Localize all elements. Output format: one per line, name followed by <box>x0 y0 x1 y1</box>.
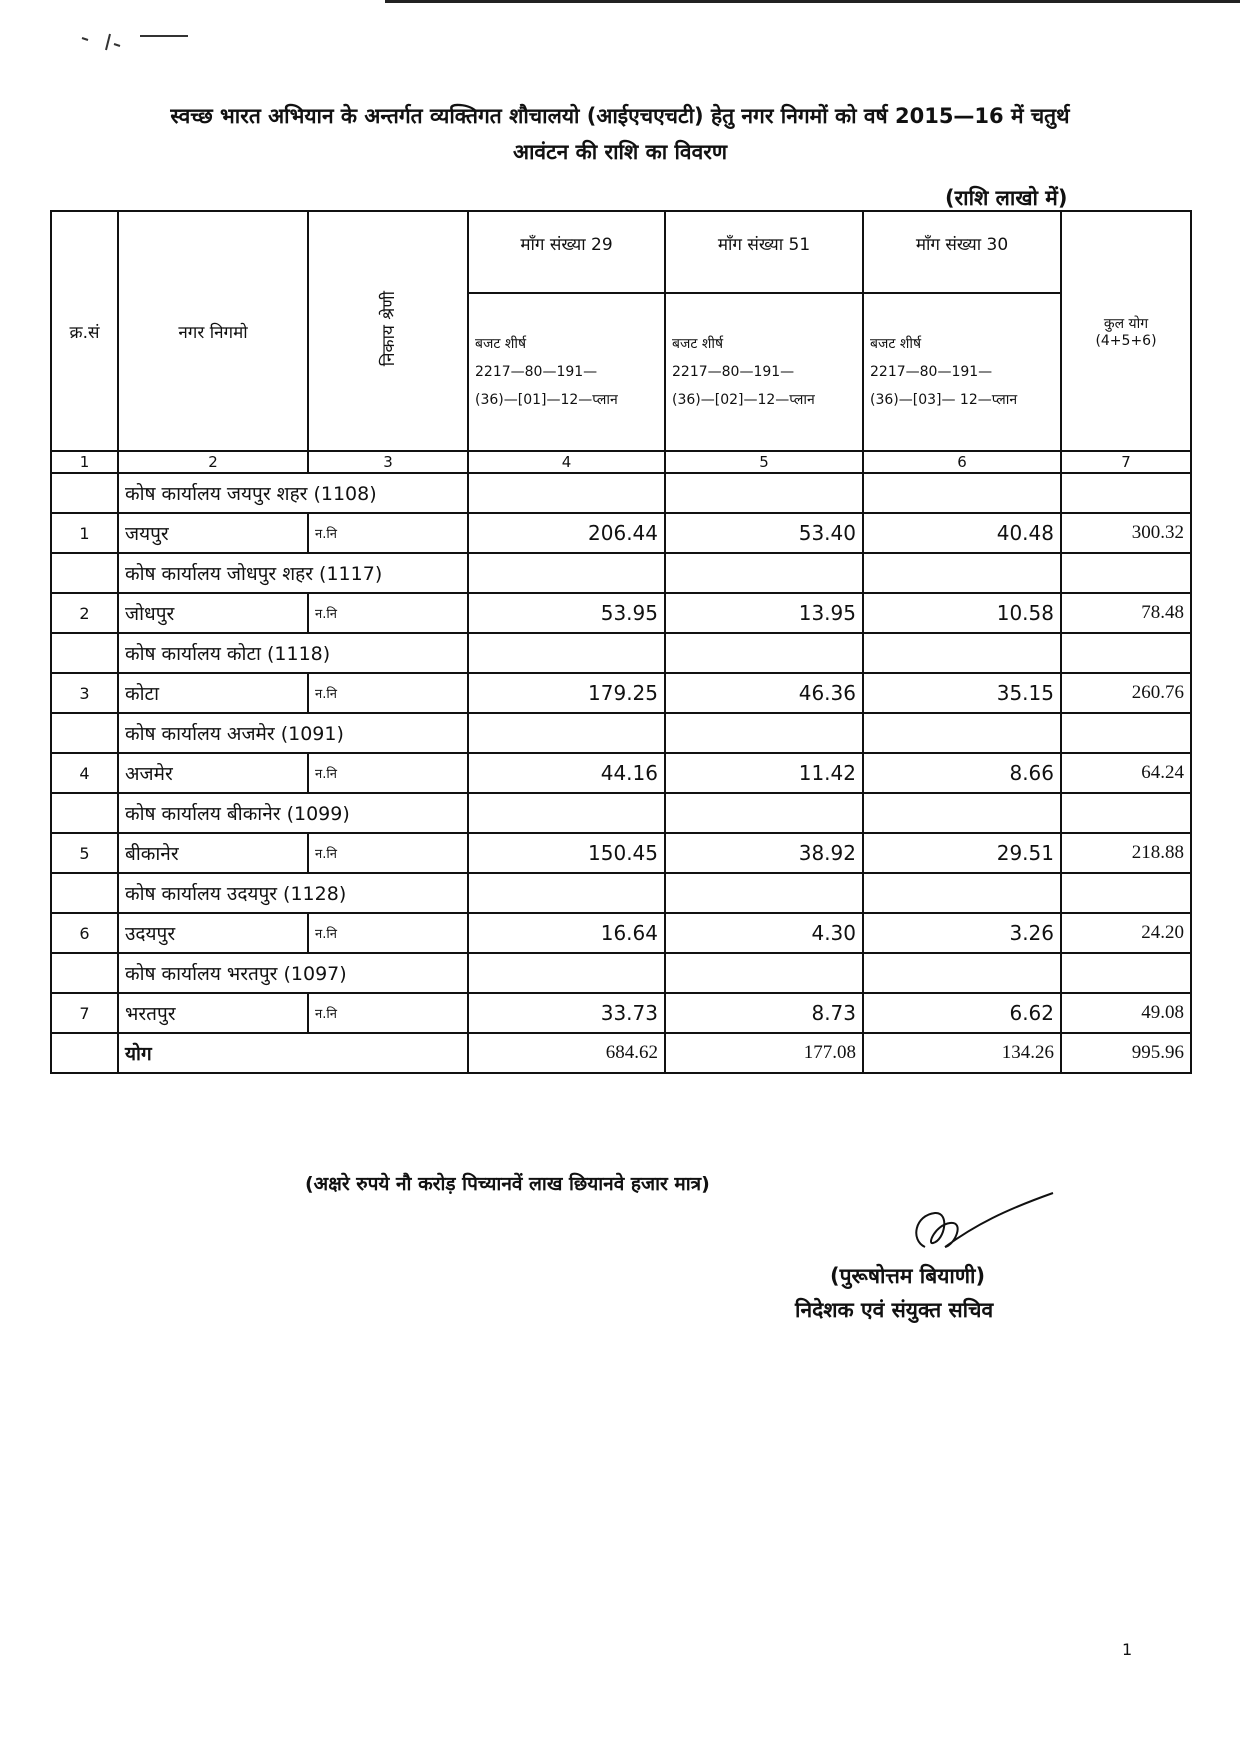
empty-cell <box>1061 553 1191 593</box>
empty-cell <box>1061 873 1191 913</box>
budget-code: 2217—80—191— <box>870 364 993 380</box>
scan-border-line <box>385 0 1240 3</box>
empty-cell <box>1061 473 1191 513</box>
column-number: 7 <box>1061 451 1191 473</box>
table-row <box>51 833 1191 873</box>
title-line-2: आवंटन की राशि का विवरण <box>512 140 728 164</box>
corporation-name: अजमेर <box>118 753 308 793</box>
corporation-name: कोटा <box>118 673 308 713</box>
corporation-name: बीकानेर <box>118 833 308 873</box>
demand-30-amount: 35.15 <box>863 673 1061 713</box>
demand-30-amount: 8.66 <box>863 753 1061 793</box>
treasury-office-label: कोष कार्यालय बीकानेर (1099) <box>118 793 468 833</box>
table-row <box>51 913 1191 953</box>
office-row <box>51 633 1191 673</box>
empty-cell <box>665 473 863 513</box>
title-line-1: स्वच्छ भारत अभियान के अन्तर्गत व्यक्तिगत शौचालयो (आईएचएचटी) हेतु नगर निगमों को वर्ष 2015—16 में चतुर्थ <box>170 104 1070 128</box>
office-row <box>51 873 1191 913</box>
header-row-1 <box>51 211 1191 293</box>
column-number-row <box>51 451 1191 473</box>
corporation-name: उदयपुर <box>118 913 308 953</box>
empty-cell <box>468 473 665 513</box>
treasury-office-label: कोष कार्यालय उदयपुर (1128) <box>118 873 468 913</box>
treasury-office-label: कोष कार्यालय जयपुर शहर (1108) <box>118 473 468 513</box>
demand-30-amount: 10.58 <box>863 593 1061 633</box>
scan-speck-mark <box>80 32 190 54</box>
empty-cell <box>665 953 863 993</box>
column-number: 1 <box>51 451 118 473</box>
empty-cell <box>468 873 665 913</box>
treasury-office-label: कोष कार्यालय कोटा (1118) <box>118 633 468 673</box>
signer-title: निदेशक एवं संयुक्त सचिव <box>795 1298 994 1322</box>
serial-number: 4 <box>51 753 118 793</box>
budget-sub: (36)—[01]—12—प्लान <box>475 392 618 408</box>
empty-cell <box>863 953 1061 993</box>
total-amount: 49.08 <box>1061 993 1191 1033</box>
sno-cell-empty <box>51 633 118 673</box>
serial-number: 2 <box>51 593 118 633</box>
empty-cell <box>468 553 665 593</box>
column-number: 5 <box>665 451 863 473</box>
demand-51-amount: 53.40 <box>665 513 863 553</box>
empty-cell <box>863 713 1061 753</box>
body-category: न.नि <box>308 833 468 873</box>
demand-51-amount: 46.36 <box>665 673 863 713</box>
amount-in-words: (अक्षरे रुपये नौ करोड़ पिच्यानवें लाख छियानवे हजार मात्र) <box>305 1173 710 1195</box>
header-category: निकाय श्रेणी <box>378 291 399 367</box>
empty-cell <box>665 553 863 593</box>
demand-30-amount: 6.62 <box>863 993 1061 1033</box>
body-category: न.नि <box>308 993 468 1033</box>
budget-head-51 <box>665 293 863 451</box>
totals-row <box>51 1033 1191 1073</box>
sno-cell-empty <box>51 953 118 993</box>
budget-code: 2217—80—191— <box>475 364 598 380</box>
demand-51-total: 177.08 <box>665 1033 863 1073</box>
empty-cell <box>1061 713 1191 753</box>
budget-sub: (36)—[03]— 12—प्लान <box>870 392 1018 408</box>
body-category: न.नि <box>308 513 468 553</box>
office-row <box>51 553 1191 593</box>
demand-29-amount: 206.44 <box>468 513 665 553</box>
empty-cell <box>665 713 863 753</box>
demand-30-total: 134.26 <box>863 1033 1061 1073</box>
demand-30-amount: 3.26 <box>863 913 1061 953</box>
serial-number: 5 <box>51 833 118 873</box>
allocation-table <box>50 210 1192 1074</box>
column-number: 6 <box>863 451 1061 473</box>
grand-total: 995.96 <box>1061 1033 1191 1073</box>
demand-51-amount: 11.42 <box>665 753 863 793</box>
body-category: न.नि <box>308 913 468 953</box>
office-row <box>51 473 1191 513</box>
sno-cell-empty <box>51 473 118 513</box>
office-row <box>51 713 1191 753</box>
demand-51-amount: 4.30 <box>665 913 863 953</box>
empty-cell <box>1061 953 1191 993</box>
column-number: 3 <box>308 451 468 473</box>
body-category: न.नि <box>308 673 468 713</box>
demand-29-total: 684.62 <box>468 1033 665 1073</box>
budget-code: 2217—80—191— <box>672 364 795 380</box>
document-title <box>40 98 1200 170</box>
empty-cell <box>665 873 863 913</box>
body-category: न.नि <box>308 593 468 633</box>
total-amount: 78.48 <box>1061 593 1191 633</box>
demand-51-amount: 13.95 <box>665 593 863 633</box>
total-amount: 24.20 <box>1061 913 1191 953</box>
totals-label: योग <box>118 1033 468 1073</box>
table-row <box>51 753 1191 793</box>
demand-51-amount: 38.92 <box>665 833 863 873</box>
header-demand-30: माँग संख्या 30 <box>863 211 1061 293</box>
demand-29-amount: 179.25 <box>468 673 665 713</box>
empty-cell <box>863 473 1061 513</box>
sno-cell-empty <box>51 1033 118 1073</box>
table-row <box>51 593 1191 633</box>
page-number: 1 <box>1122 1640 1133 1659</box>
sno-cell-empty <box>51 713 118 753</box>
serial-number: 7 <box>51 993 118 1033</box>
table-row <box>51 513 1191 553</box>
header-corporations: नगर निगमो <box>118 211 308 451</box>
demand-29-amount: 16.64 <box>468 913 665 953</box>
serial-number: 3 <box>51 673 118 713</box>
unit-note: (राशि लाखो में) <box>945 186 1068 210</box>
empty-cell <box>468 793 665 833</box>
serial-number: 1 <box>51 513 118 553</box>
budget-head-30 <box>863 293 1061 451</box>
header-total-cell <box>1061 211 1191 451</box>
total-amount: 300.32 <box>1061 513 1191 553</box>
sno-cell-empty <box>51 553 118 593</box>
total-amount: 64.24 <box>1061 753 1191 793</box>
total-amount: 260.76 <box>1061 673 1191 713</box>
header-category-cell <box>308 211 468 451</box>
column-number: 2 <box>118 451 308 473</box>
empty-cell <box>1061 633 1191 673</box>
header-total-formula: (4+5+6) <box>1095 332 1157 349</box>
header-sno: क्र.सं <box>51 211 118 451</box>
serial-number: 6 <box>51 913 118 953</box>
signature-image <box>905 1185 1055 1265</box>
corporation-name: भरतपुर <box>118 993 308 1033</box>
empty-cell <box>665 633 863 673</box>
budget-label: बजट शीर्ष <box>475 336 527 352</box>
treasury-office-label: कोष कार्यालय जोधपुर शहर (1117) <box>118 553 468 593</box>
signer-name: (पुरूषोत्तम बियाणी) <box>830 1264 986 1288</box>
demand-30-amount: 40.48 <box>863 513 1061 553</box>
header-total: कुल योग <box>1103 315 1149 332</box>
budget-sub: (36)—[02]—12—प्लान <box>672 392 815 408</box>
demand-29-amount: 44.16 <box>468 753 665 793</box>
budget-label: बजट शीर्ष <box>672 336 724 352</box>
office-row <box>51 953 1191 993</box>
header-demand-51: माँग संख्या 51 <box>665 211 863 293</box>
treasury-office-label: कोष कार्यालय अजमेर (1091) <box>118 713 468 753</box>
empty-cell <box>468 953 665 993</box>
demand-51-amount: 8.73 <box>665 993 863 1033</box>
treasury-office-label: कोष कार्यालय भरतपुर (1097) <box>118 953 468 993</box>
body-category: न.नि <box>308 753 468 793</box>
demand-30-amount: 29.51 <box>863 833 1061 873</box>
empty-cell <box>863 793 1061 833</box>
header-demand-29: माँग संख्या 29 <box>468 211 665 293</box>
sno-cell-empty <box>51 793 118 833</box>
column-number: 4 <box>468 451 665 473</box>
demand-29-amount: 53.95 <box>468 593 665 633</box>
table-row <box>51 673 1191 713</box>
empty-cell <box>863 553 1061 593</box>
empty-cell <box>468 713 665 753</box>
corporation-name: जयपुर <box>118 513 308 553</box>
empty-cell <box>863 633 1061 673</box>
budget-label: बजट शीर्ष <box>870 336 922 352</box>
demand-29-amount: 150.45 <box>468 833 665 873</box>
table-row <box>51 993 1191 1033</box>
empty-cell <box>1061 793 1191 833</box>
empty-cell <box>665 793 863 833</box>
empty-cell <box>863 873 1061 913</box>
demand-29-amount: 33.73 <box>468 993 665 1033</box>
total-amount: 218.88 <box>1061 833 1191 873</box>
budget-head-29 <box>468 293 665 451</box>
sno-cell-empty <box>51 873 118 913</box>
empty-cell <box>468 633 665 673</box>
office-row <box>51 793 1191 833</box>
corporation-name: जोधपुर <box>118 593 308 633</box>
